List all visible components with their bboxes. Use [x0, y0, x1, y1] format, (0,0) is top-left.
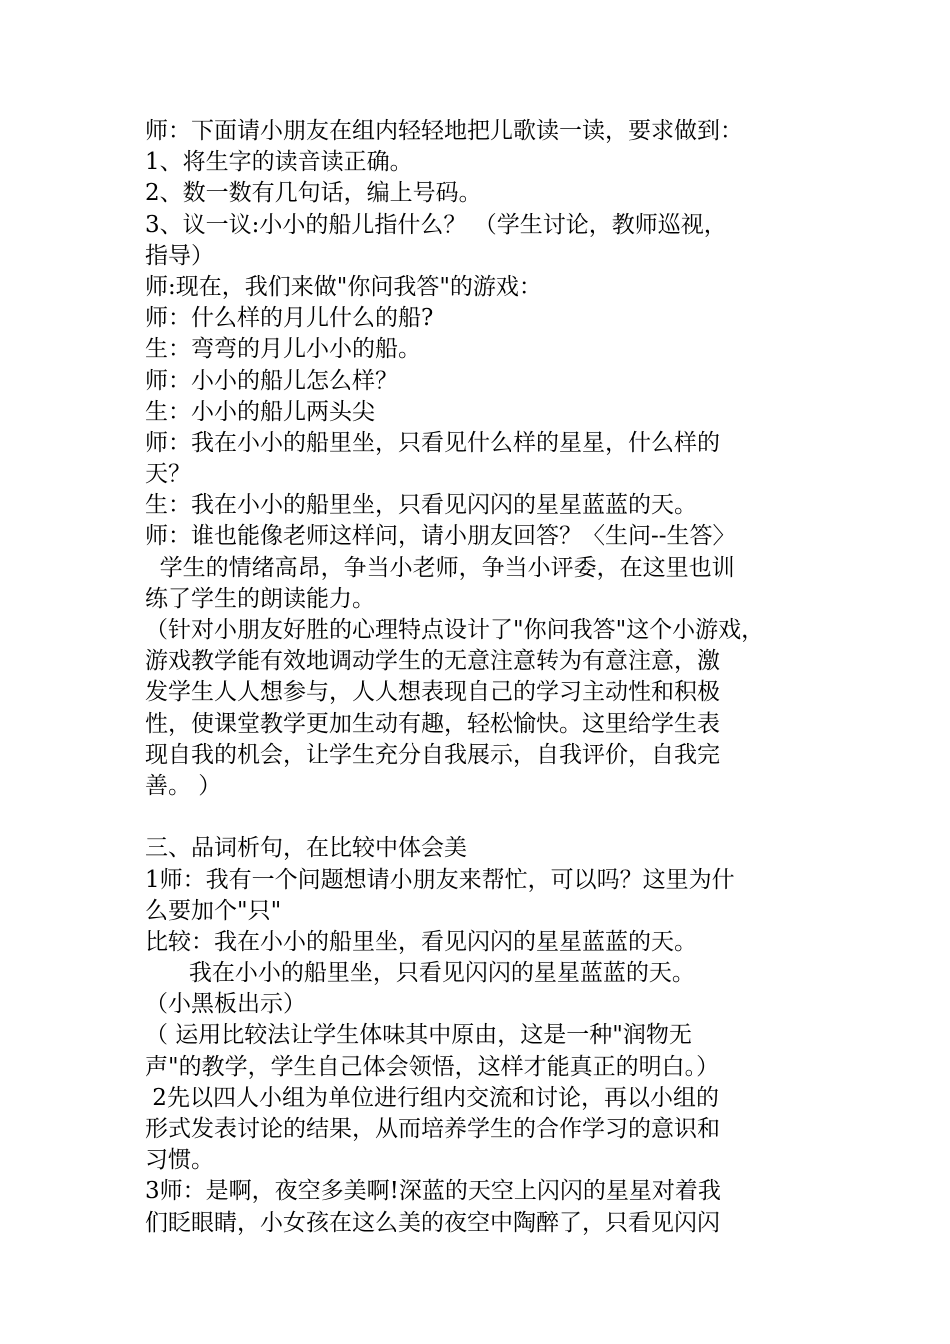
text-line: 2先以四人小组为单位进行组内交流和讨论，再以小组的: [145, 1084, 719, 1111]
text-line: 么要加个"只": [145, 897, 282, 924]
text-line: （ 运用比较法让学生体味其中原由，这是一种"润物无: [145, 1022, 692, 1049]
text-line: 2、数一数有几句话，编上号码。: [145, 180, 482, 207]
text-line: 师：我在小小的船里坐，只看见什么样的星星，什么样的: [145, 429, 720, 456]
text-line: 发学生人人想参与，人人想表现自己的学习主动性和积极: [145, 679, 720, 706]
text-line: 我在小小的船里坐，只看见闪闪的星星蓝蓝的天。: [145, 960, 695, 987]
text-line: 性，使课堂教学更加生动有趣，轻松愉快。这里给学生表: [145, 710, 720, 737]
text-line: 师：谁也能像老师这样问，请小朋友回答？〈生问--生答〉: [145, 523, 736, 550]
text-line: 生：我在小小的船里坐，只看见闪闪的星星蓝蓝的天。: [145, 492, 697, 519]
text-line: 生：弯弯的月儿小小的船。: [145, 336, 421, 363]
text-line: 练了学生的朗读能力。: [145, 585, 375, 612]
text-line: 师：下面请小朋友在组内轻轻地把儿歌读一读，要求做到：: [145, 118, 743, 144]
text-line: 现自我的机会，让学生充分自我展示，自我评价，自我完: [145, 741, 720, 768]
text-line: 们眨眼睛，小女孩在这么美的夜空中陶醉了，只看见闪闪: [145, 1209, 720, 1236]
section-heading: 三、品词析句，在比较中体会美: [145, 835, 467, 862]
text-line: 善。 ）: [145, 772, 222, 799]
text-line: 指导）: [145, 242, 214, 269]
text-line: 天？: [145, 461, 191, 488]
text-line: （小黑板出示）: [145, 991, 306, 1018]
text-line: 3师：是啊，夜空多美啊!深蓝的天空上闪闪的星星对着我: [145, 1178, 721, 1205]
text-line: 1、将生字的读音读正确。: [145, 149, 413, 176]
text-line: 生：小小的船儿两头尖: [145, 398, 375, 425]
text-line: 比较：我在小小的船里坐，看见闪闪的星星蓝蓝的天。: [145, 928, 697, 955]
text-line: 声"的教学，学生自己体会领悟，这样才能真正的明白。）: [145, 1053, 720, 1080]
text-line: 师：小小的船儿怎么样？: [145, 367, 398, 394]
text-line: 3、议一议:小小的船儿指什么？ （学生讨论，教师巡视，: [145, 211, 727, 238]
document-body: [145, 116, 825, 1239]
text-line: 1师：我有一个问题想请小朋友来帮忙，可以吗？这里为什: [145, 866, 735, 893]
text-line: （针对小朋友好胜的心理特点设计了"你问我答"这个小游戏，: [145, 617, 765, 643]
text-line: 游戏教学能有效地调动学生的无意注意转为有意注意，激: [145, 648, 720, 675]
blank-line: [145, 802, 825, 833]
text-line: 形式发表讨论的结果，从而培养学生的合作学习的意识和: [145, 1116, 720, 1142]
text-line: 师：什么样的月儿什么的船?: [145, 305, 434, 332]
text-line: 学生的情绪高昂，争当小老师，争当小评委，在这里也训: [145, 554, 735, 581]
text-line: 师:现在，我们来做"你问我答"的游戏：: [145, 273, 542, 300]
text-line: 习惯。: [145, 1147, 214, 1174]
